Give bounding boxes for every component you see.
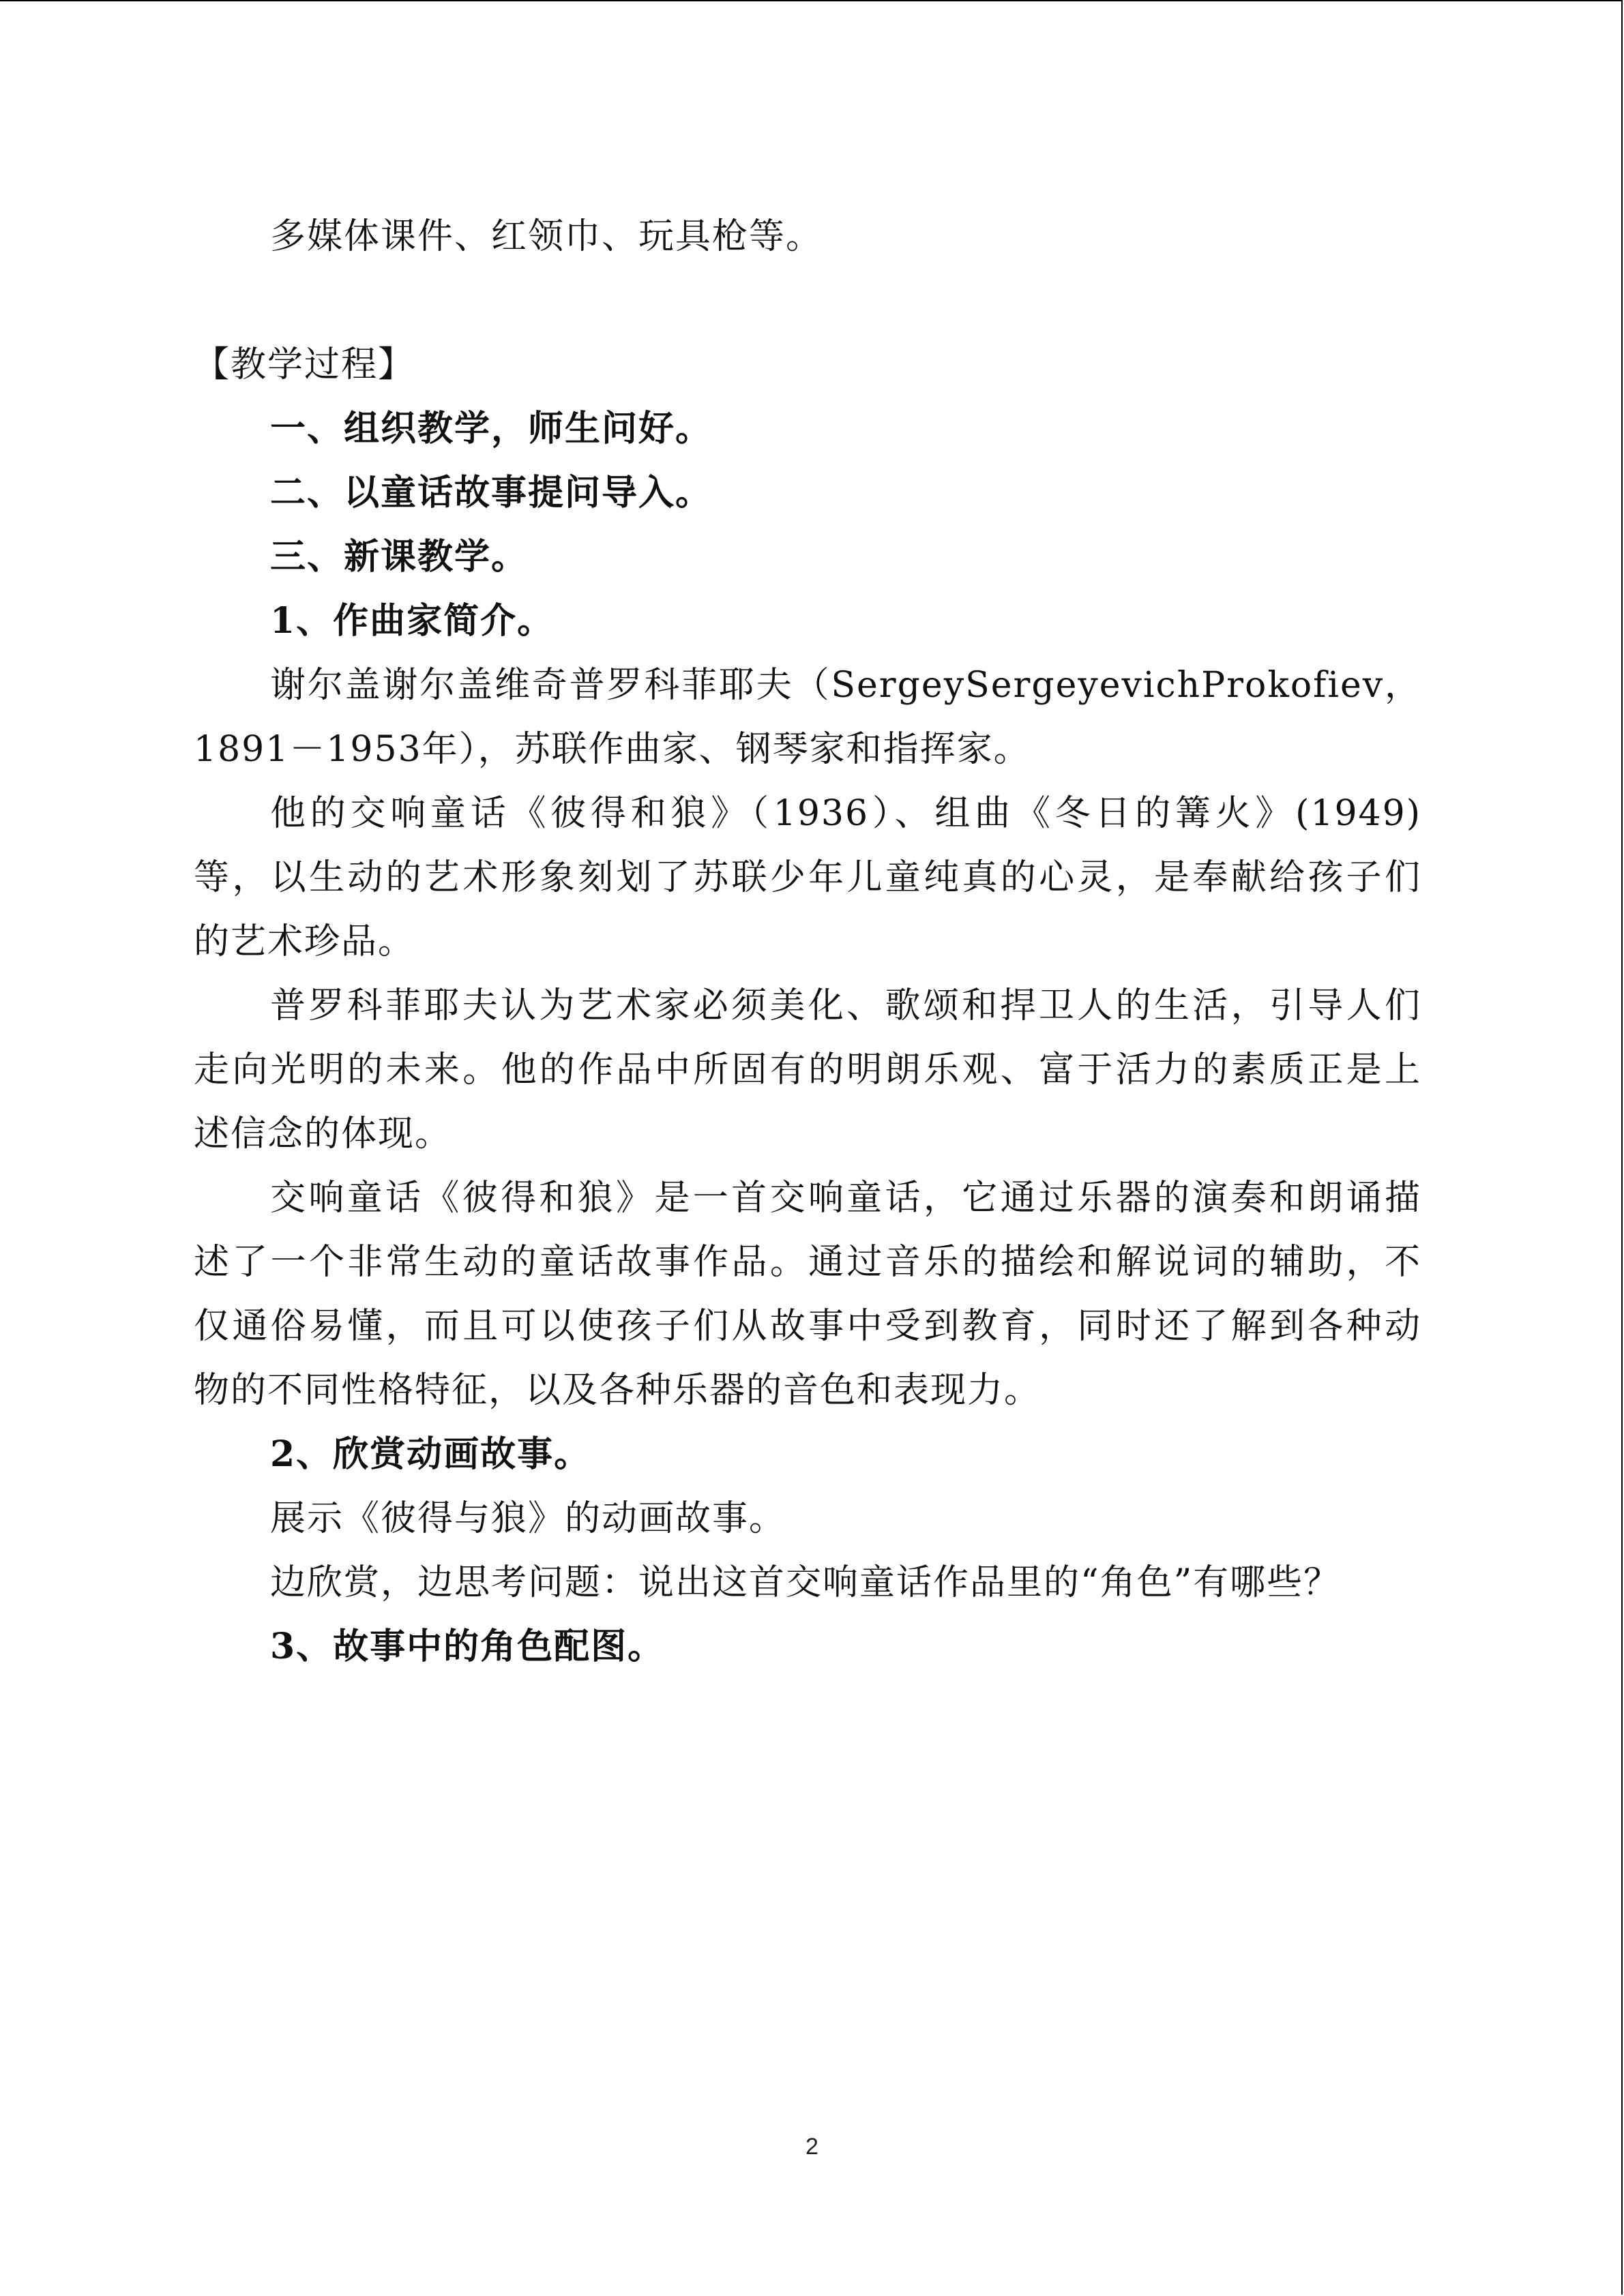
step-heading: 三、新课教学。 xyxy=(270,536,529,578)
paragraph-line: 谢尔盖谢尔盖维奇普罗科菲耶夫（SergeySergeyevichProkofiev， xyxy=(270,665,1421,706)
paragraph-line: 物的不同性格特征，以及各种乐器的音色和表现力。 xyxy=(194,1370,1042,1411)
page-number: 2 xyxy=(806,2134,818,2160)
paragraph-line: 普罗科菲耶夫认为艺术家必须美化、歌颂和捍卫人的生活，引导人们 xyxy=(270,985,1421,1026)
sub-heading: 1、作曲家简介。 xyxy=(270,600,555,642)
materials-line: 多媒体课件、红领巾、玩具枪等。 xyxy=(270,216,823,257)
paragraph-line: 等，以生动的艺术形象刻划了苏联少年儿童纯真的心灵，是奉献给孩子们 xyxy=(194,857,1421,898)
paragraph-line: 述信念的体现。 xyxy=(194,1114,452,1154)
paragraph-line: 仅通俗易懂，而且可以使孩子们从故事中受到教育，同时还了解到各种动 xyxy=(194,1306,1421,1347)
paragraph-line: 边欣赏，边思考问题：说出这首交响童话作品里的“角色”有哪些？ xyxy=(270,1562,1341,1603)
paragraph-line: 走向光明的未来。他的作品中所固有的明朗乐观、富于活力的素质正是上 xyxy=(194,1049,1421,1090)
step-heading: 二、以童话故事提问导入。 xyxy=(270,472,713,513)
paragraph-line: 述了一个非常生动的童话故事作品。通过音乐的描绘和解说词的辅助，不 xyxy=(194,1242,1421,1283)
paragraph-line: 的艺术珍品。 xyxy=(194,921,415,962)
paragraph-line: 展示《彼得与狼》的动画故事。 xyxy=(270,1498,786,1539)
document-body xyxy=(194,205,1421,1679)
sub-heading: 2、欣赏动画故事。 xyxy=(270,1433,591,1475)
section-title: 【教学过程】 xyxy=(194,344,415,385)
paragraph-line: 交响童话《彼得和狼》是一首交响童话，它通过乐器的演奏和朗诵描 xyxy=(270,1178,1421,1219)
paragraph-line: 1891－1953年），苏联作曲家、钢琴家和指挥家。 xyxy=(194,729,1031,770)
step-heading: 一、组织教学，师生问好。 xyxy=(270,408,713,449)
sub-heading: 3、故事中的角色配图。 xyxy=(270,1626,665,1667)
paragraph-line: 他的交响童话《彼得和狼》（1936）、组曲《冬日的篝火》(1949) xyxy=(270,793,1421,834)
